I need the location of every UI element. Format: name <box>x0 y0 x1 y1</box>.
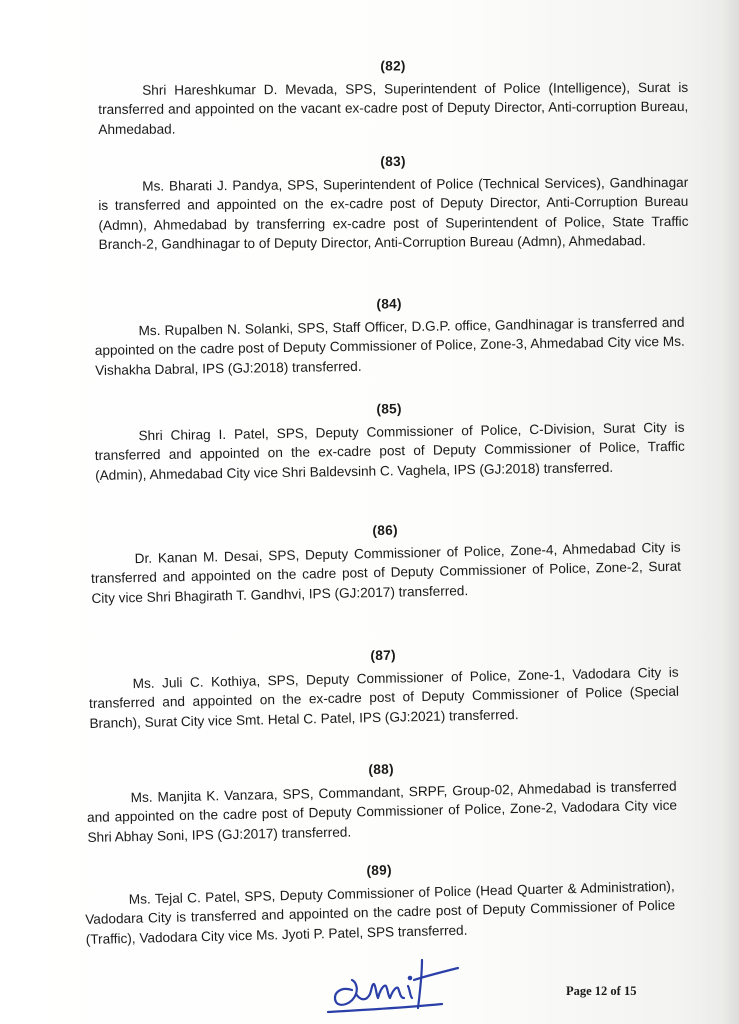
order-number: (86) <box>372 522 398 539</box>
order-82 <box>98 55 688 139</box>
order-number: (82) <box>380 58 406 74</box>
order-text: Shri Chirag I. Patel, SPS, Deputy Commissioner of Police, C-Division, Surat City is transferred and appointed on the ex-cadre post of Deputy Commissioner of Police, Traffic (Admin), Ahmedabad City vice Shri Baldevsinh C. Vaghela, IPS (GJ:2018) transferred. <box>94 419 685 483</box>
page-edge-shadow <box>721 0 739 1024</box>
order-text: Ms. Juli C. Kothiya, SPS, Deputy Commissioner of Police, Zone-1, Vadodara City is transferred and appointed on the ex-cadre post of Deputy Commissioner of Police (Special Branch), Surat City vice Smt. Hetal C. Patel, IPS (GJ:2021) transferred. <box>88 664 680 731</box>
order-number: (84) <box>376 296 402 312</box>
order-text: Ms. Rupalben N. Solanki, SPS, Staff Officer, D.G.P. office, Gandhinagar is transferred and appointed on the cadre post of Deputy Commissioner of Police, Zone-3, Ahmedabad City vice Ms. Vishakha Dabral, IPS (GJ:2018) transferred. <box>94 314 685 378</box>
order-88 <box>86 754 678 847</box>
order-86 <box>90 515 682 608</box>
order-number: (85) <box>376 401 402 417</box>
order-85 <box>94 395 685 485</box>
order-84 <box>94 290 685 380</box>
order-number: (88) <box>368 761 394 778</box>
order-text: Shri Hareshkumar D. Mevada, SPS, Superintendent of Police (Intelligence), Surat is transferred and appointed on the vacant ex-cadre post of Deputy Director, Anti-corruption Bureau, Ahmedabad. <box>98 80 689 137</box>
order-text: Dr. Kanan M. Desai, SPS, Deputy Commissioner of Police, Zone-4, Ahmedabad City is transferred and appointed on the cadre post of Deputy Commissioner of Police, Zone-2, Surat City vice Shri Bhagirath T. Gandhvi, IPS (GJ:2017) transferred. <box>90 539 682 606</box>
order-text: Ms. Bharati J. Pandya, SPS, Superintendent of Police (Technical Services), Gandhinagar is transferred and appointed on the ex-cadre post of Deputy Director, Anti-Corruption Bureau (Admn), Ahmedabad by transferring ex-cadre post of Superintendent of Police, State Traffic Branch-2, Gandhinagar to of Deputy Director, Anti-Corruption Bureau (Admn), Ahmedabad. <box>98 175 689 252</box>
order-number: (83) <box>380 153 406 170</box>
order-text: Ms. Tejal C. Patel, SPS, Deputy Commissioner of Police (Head Quarter & Administration), Vadodara City is transferred and appointed on the cadre post of Deputy Commissioner of Police (Traffic), Vadodara City vice Ms. Jyoti P. Patel, SPS transferred. <box>85 878 676 947</box>
page-number: Page 12 of 15 <box>566 984 637 998</box>
order-number: (89) <box>366 862 393 879</box>
order-87 <box>88 640 680 733</box>
handwritten-signature <box>322 950 472 1020</box>
order-text: Ms. Manjita K. Vanzara, SPS, Commandant, SRPF, Group-02, Ahmedabad is transferred and appointed on the cadre post of Deputy Commissioner of Police, Zone-2, Vadodara City vice Shri Abhay Soni, IPS (GJ:2017) transferred. <box>86 778 678 845</box>
order-83 <box>98 150 689 254</box>
order-89 <box>84 854 676 949</box>
order-number: (87) <box>370 647 396 664</box>
